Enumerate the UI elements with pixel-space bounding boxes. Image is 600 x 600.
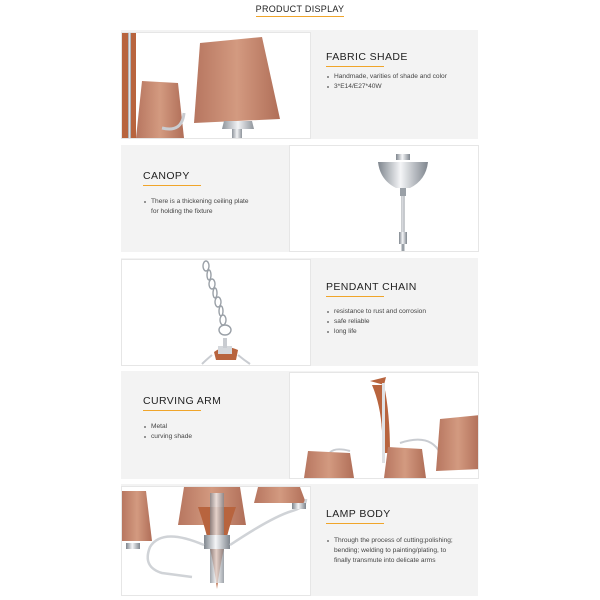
bullet-item: resistance to rust and corrosion (327, 307, 477, 317)
bullet-list (327, 72, 477, 92)
page-title: PRODUCT DISPLAY (255, 4, 345, 14)
section-title: CURVING ARM (143, 395, 222, 407)
section-title: CANOPY (143, 170, 190, 182)
bullet-continuation: finally transmute into delicate arms (334, 557, 436, 564)
bullet-continuation: bending; welding to painting/plating, to (334, 547, 447, 554)
pendant-chain-photo (121, 259, 311, 366)
bullet-item: Handmade, varities of shade and color (327, 72, 477, 82)
section-canopy (121, 145, 478, 252)
section-fabric-shade (121, 30, 478, 139)
bullet-continuation: for holding the fixture (151, 208, 213, 215)
bullet-list (144, 422, 284, 442)
fabric-shade-photo (121, 32, 311, 139)
lamp-body-photo (121, 486, 311, 596)
bullet-item: Metal (144, 422, 284, 432)
bullet-item: 3*E14/E27*40W (327, 82, 477, 92)
curving-arm-photo (289, 372, 479, 479)
section-lamp-body (121, 484, 478, 596)
bullet-item: There is a thickening ceiling plate (144, 197, 289, 207)
section-title: LAMP BODY (326, 508, 391, 520)
bullet-list (327, 536, 477, 566)
section-underline (326, 523, 384, 524)
section-underline (143, 410, 201, 411)
section-curving-arm (121, 371, 478, 479)
bullet-list (144, 197, 289, 217)
bullet-item: long life (327, 327, 477, 337)
title-underline (256, 16, 344, 17)
canopy-photo (289, 145, 479, 252)
section-title: PENDANT CHAIN (326, 281, 417, 293)
bullet-item: safe reliable (327, 317, 477, 327)
section-underline (326, 296, 384, 297)
bullet-item: curving shade (144, 432, 284, 442)
section-title: FABRIC SHADE (326, 51, 408, 63)
bullet-list (327, 307, 477, 337)
section-underline (326, 66, 384, 67)
bullet-item: Through the process of cutting;polishing; (327, 536, 477, 546)
section-pendant-chain (121, 258, 478, 366)
bullet-item (144, 207, 289, 217)
section-underline (143, 185, 201, 186)
